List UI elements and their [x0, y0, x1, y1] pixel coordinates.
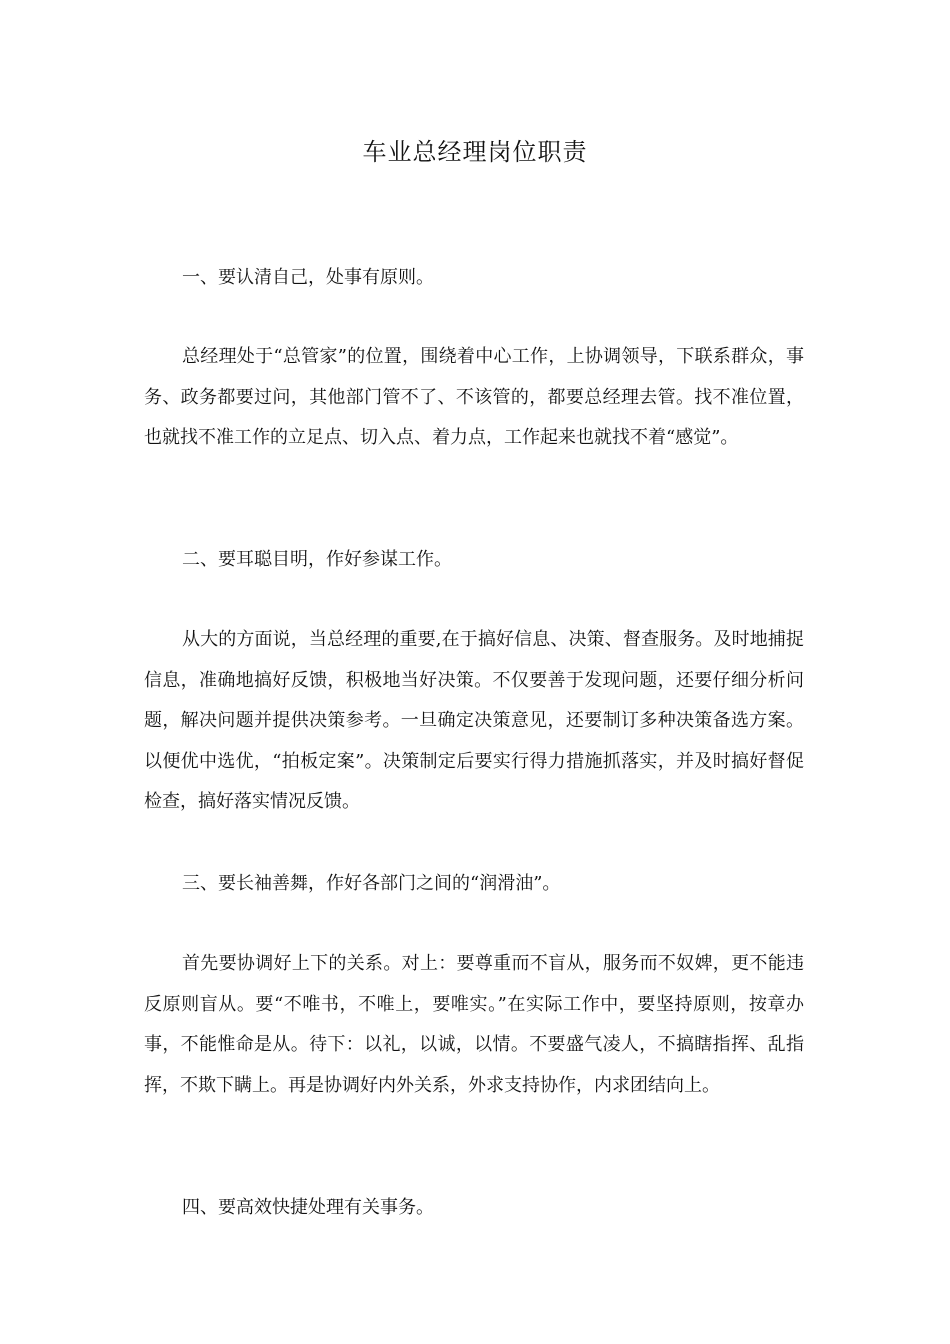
- section-heading-3: 三、要长袖善舞，作好各部门之间的“润滑油”。: [182, 873, 561, 894]
- section-heading-1: 一、要认清自己，处事有原则。: [182, 267, 434, 288]
- document-title: 车业总经理岗位职责: [362, 138, 588, 166]
- section-heading-2: 二、要耳聪目明，作好参谋工作。: [182, 549, 452, 570]
- section-body-2: 从大的方面说，当总经理的重要,在于搞好信息、决策、督查服务。及时地捕捉信息，准确地搞好反馈，积极地当好决策。不仅要善于发现问题，还要仔细分析问题，解决问题并提供决策参考。一旦确定决策意见，还要制订多种决策备选方案。以便优中选优，“拍板定案”。决策制定后要实行得力措施抓落实，并及时搞好督促检查，搞好落实情况反馈。: [144, 629, 804, 812]
- section-body-1: 总经理处于“总管家”的位置，围绕着中心工作，上协调领导，下联系群众，事务、政务都要过问，其他部门管不了、不该管的，都要总经理去管。找不准位置，也就找不准工作的立足点、切入点、着力点，工作起来也就找不着“感觉”。: [144, 346, 804, 448]
- section-body-3: 首先要协调好上下的关系。对上：要尊重而不盲从，服务而不奴婢，更不能违反原则盲从。要“不唯书，不唯上，要唯实。”在实际工作中，要坚持原则，按章办事，不能惟命是从。待下：以礼，以诚，以情。不要盛气凌人，不搞瞎指挥、乱指挥，不欺下瞒上。再是协调好内外关系，外求支持协作，内求团结向上。: [144, 953, 804, 1096]
- section-heading-4: 四、要高效快捷处理有关事务。: [182, 1197, 434, 1218]
